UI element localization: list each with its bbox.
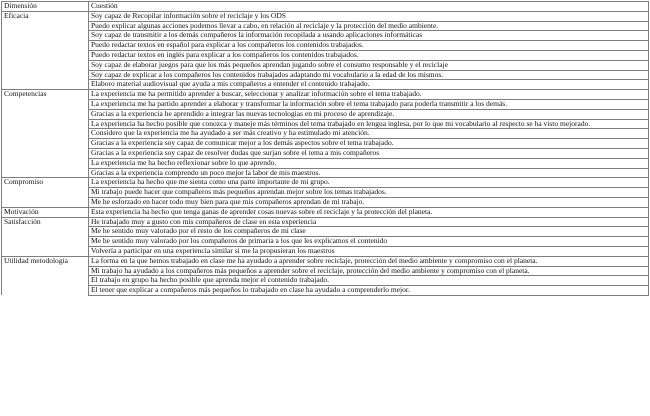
question-cell: La experiencia ha hecho posible que conozca y maneje más términos del tema trabajado en lengua inglesa, por lo que mi vocabulario al respecto se ha visto mejorado.: [89, 119, 649, 129]
survey-body: [2, 11, 649, 295]
question-cell: Me he esforzado en hacer todo muy bien para que mis compañeros aprendan de mi trabajo.: [89, 197, 649, 207]
dimension-cell-empty: [2, 21, 89, 31]
dimension-cell: Eficacia: [2, 11, 89, 21]
header-question: Cuestión: [89, 2, 649, 12]
question-cell: Soy capaz de explicar a los compañeros los contenidos trabajados adaptando mi vocabulario a la edad de los mismos.: [89, 70, 649, 80]
question-cell: He trabajado muy a gusto con mis compañeros de clase en esta experiencia: [89, 217, 649, 227]
question-cell: La experiencia me ha hecho reflexionar sobre lo que aprendo.: [89, 158, 649, 168]
table-row: [2, 80, 649, 90]
table-row: [2, 148, 649, 158]
question-cell: Gracias a la experiencia comprendo un poco mejor la labor de mis maestros.: [89, 168, 649, 178]
dimension-cell-empty: [2, 266, 89, 276]
table-row: [2, 21, 649, 31]
table-row: [2, 158, 649, 168]
dimension-cell-empty: [2, 31, 89, 41]
table-row: [2, 168, 649, 178]
question-cell: Me he sentido muy valorado por los compañeros de primaria a los que les explicamos el contenido: [89, 237, 649, 247]
table-row: [2, 90, 649, 100]
table-row: [2, 276, 649, 286]
table-row: [2, 50, 649, 60]
table-row: [2, 119, 649, 129]
question-cell: Elaboro material audiovisual que ayuda a mis compañeros a entender el contenido trabajado.: [89, 80, 649, 90]
table-row: [2, 109, 649, 119]
question-cell: Puedo redactar textos en español para explicar a los compañeros los contenidos trabajados.: [89, 41, 649, 51]
question-cell: Mi trabajo puede hacer que compañeros más pequeños aprendan mejor sobre los temas trabajados.: [89, 188, 649, 198]
table-row: [2, 178, 649, 188]
table-row: [2, 266, 649, 276]
dimension-cell-empty: [2, 99, 89, 109]
question-cell: Esta experiencia ha hecho que tenga ganas de aprender cosas nuevas sobre el reciclaje y la protección del planeta.: [89, 207, 649, 217]
question-cell: Me he sentido muy valorado por el resto de los compañeros de mi clase: [89, 227, 649, 237]
dimension-cell-empty: [2, 227, 89, 237]
dimension-cell-empty: [2, 188, 89, 198]
question-cell: Soy capaz de transmitir a los demás compañeros la información recopilada a usando aplicaciones informáticas: [89, 31, 649, 41]
dimension-cell-empty: [2, 50, 89, 60]
dimension-cell-empty: [2, 70, 89, 80]
dimension-cell-empty: [2, 60, 89, 70]
question-cell: El tener que explicar a compañeros más pequeños lo trabajado en clase ha ayudado a comprenderlo mejor.: [89, 286, 649, 296]
question-cell: Gracias a la experiencia he aprendido a integrar las nuevas tecnologias en mi proceso de aprendizaje.: [89, 109, 649, 119]
table-row: [2, 129, 649, 139]
question-cell: La experiencia me ha partido aprender a elaborar y transformar la información sobre el tema trabajado para poderla transmitir a los demás.: [89, 99, 649, 109]
question-cell: Puedo explicar algunas acciones podemos llevar a cabo, en relación al reciclaje y la protección del medio ambiente.: [89, 21, 649, 31]
dimension-cell: Utilidad metodología: [2, 256, 89, 266]
dimension-cell: Satisfacción: [2, 217, 89, 227]
table-row: [2, 31, 649, 41]
question-cell: La experiencia ha hecho que me sienta como una parte importante de mi grupo.: [89, 178, 649, 188]
dimension-cell: Compromiso: [2, 178, 89, 188]
header-dimension: Dimensión: [2, 2, 89, 12]
table-row: [2, 70, 649, 80]
question-cell: Soy capaz de Recopilar información sobre el reciclaje y los ODS: [89, 11, 649, 21]
table-row: [2, 99, 649, 109]
question-cell: La experiencia me ha permitido aprender a buscar, seleccionar y analizar información sobre el tema trabajado.: [89, 90, 649, 100]
question-cell: La forma en la que hemos trabajado en clase me ha ayudado a aprender sobre reciclaje, protección del medio ambiente y compromiso con el planeta.: [89, 256, 649, 266]
dimension-cell-empty: [2, 158, 89, 168]
table-row: [2, 60, 649, 70]
table-row: [2, 217, 649, 227]
survey-table: [1, 1, 649, 296]
dimension-cell-empty: [2, 197, 89, 207]
dimension-cell-empty: [2, 246, 89, 256]
dimension-cell-empty: [2, 109, 89, 119]
dimension-cell: Motivación: [2, 207, 89, 217]
question-cell: Gracias a la experiencia soy capaz de comunicar mejor a los demás aspectos sobre el tema trabajado.: [89, 139, 649, 149]
table-row: [2, 237, 649, 247]
table-row: [2, 227, 649, 237]
table-row: [2, 139, 649, 149]
question-cell: Soy capaz de elaborar juegos para que los más pequeños aprendan jugando sobre el consumo responsable y el reciclaje: [89, 60, 649, 70]
dimension-cell-empty: [2, 237, 89, 247]
table-row: [2, 11, 649, 21]
table-row: [2, 246, 649, 256]
question-cell: Gracias a la experiencia soy capaz de resolver dudas que surjan sobre el tema a mis compañeros: [89, 148, 649, 158]
dimension-cell-empty: [2, 129, 89, 139]
dimension-cell: Competencias: [2, 90, 89, 100]
dimension-cell-empty: [2, 80, 89, 90]
dimension-cell-empty: [2, 119, 89, 129]
dimension-cell-empty: [2, 286, 89, 296]
question-cell: El trabajo en grupo ha hecho posible que aprenda mejor el contenido trabajado.: [89, 276, 649, 286]
dimension-cell-empty: [2, 41, 89, 51]
dimension-cell-empty: [2, 168, 89, 178]
dimension-cell-empty: [2, 139, 89, 149]
dimension-cell-empty: [2, 148, 89, 158]
question-cell: Considero que la experiencia me ha ayudado a ser más creativo y ha estimulado mi atención.: [89, 129, 649, 139]
question-cell: Volvería a participar en una experiencia similar si me la propusieran los maestros: [89, 246, 649, 256]
dimension-cell-empty: [2, 276, 89, 286]
header-row: [2, 2, 649, 12]
question-cell: Mi trabajo ha ayudado a los compañeros más pequeños a aprender sobre el reciclaje, protección del medio ambiente y compromiso con el planeta.: [89, 266, 649, 276]
table-row: [2, 197, 649, 207]
table-row: [2, 41, 649, 51]
table-row: [2, 188, 649, 198]
table-row: [2, 256, 649, 266]
table-row: [2, 207, 649, 217]
question-cell: Puedo redactar textos en inglés para explicar a los compañeros los contenidos trabajados.: [89, 50, 649, 60]
table-row: [2, 286, 649, 296]
